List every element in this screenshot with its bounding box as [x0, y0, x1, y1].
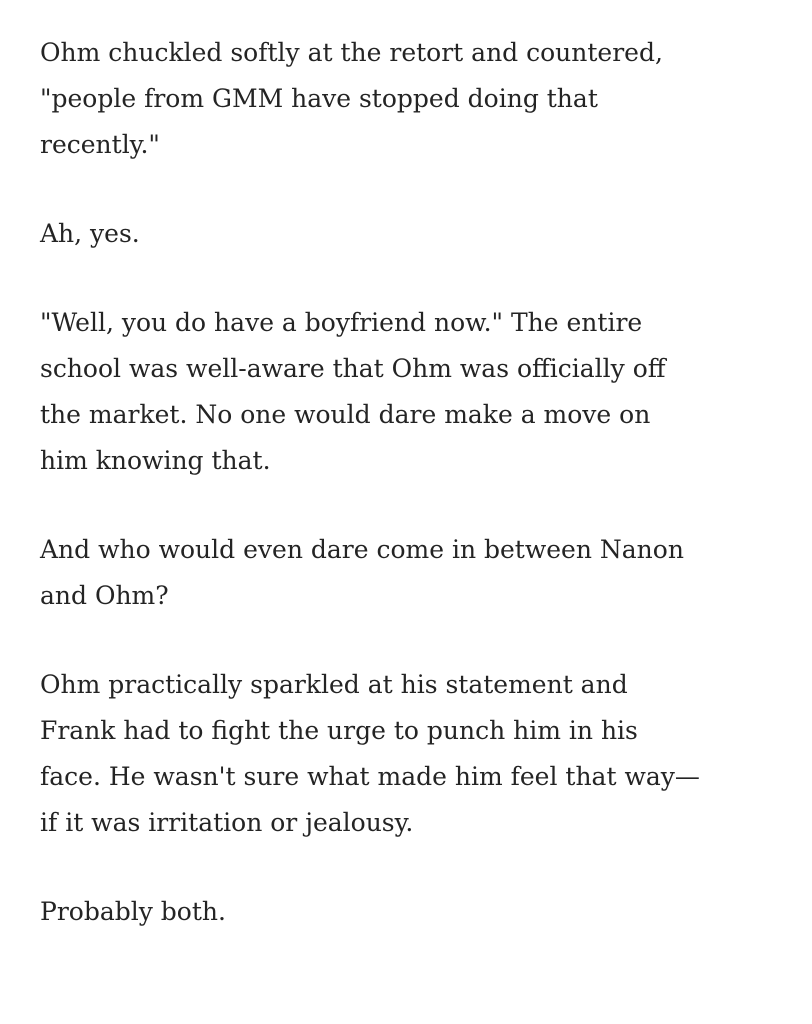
text-line: school was well-aware that Ohm was officially off: [40, 354, 666, 383]
text-line: Ohm chuckled softly at the retort and countered,: [40, 38, 663, 67]
story-text: [40, 30, 780, 978]
paragraph: [40, 889, 780, 935]
paragraph: [40, 300, 780, 484]
paragraph: [40, 30, 780, 168]
text-line: recently.": [40, 130, 160, 159]
text-line: Probably both.: [40, 897, 226, 926]
text-line: Frank had to fight the urge to punch him in his: [40, 716, 638, 745]
paragraph: [40, 662, 780, 846]
paragraph: [40, 527, 780, 619]
text-line: the market. No one would dare make a move on: [40, 400, 651, 429]
text-line: him knowing that.: [40, 446, 271, 475]
text-line: if it was irritation or jealousy.: [40, 808, 414, 837]
text-line: And who would even dare come in between Nanon: [40, 535, 684, 564]
text-line: Ohm practically sparkled at his statement and: [40, 670, 628, 699]
text-line: "Well, you do have a boyfriend now." The entire: [40, 308, 643, 337]
text-line: Ah, yes.: [40, 219, 140, 248]
text-line: "people from GMM have stopped doing that: [40, 84, 598, 113]
text-line: and Ohm?: [40, 581, 169, 610]
paragraph: [40, 211, 780, 257]
text-line: face. He wasn't sure what made him feel that way—: [40, 762, 700, 791]
